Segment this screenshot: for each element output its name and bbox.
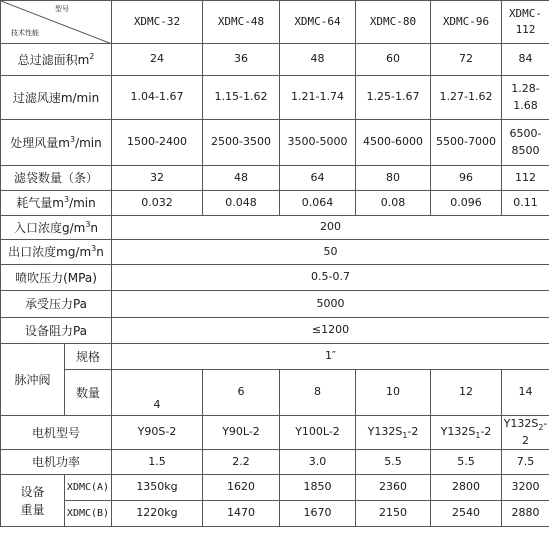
cell: $Y132S_1-2$ (356, 416, 431, 450)
cell: ≤1200 (112, 318, 549, 344)
cell: 48 (203, 166, 280, 191)
cell: 96 (431, 166, 502, 191)
cell: 1.04-1.67 (112, 76, 203, 120)
cell: 24 (112, 44, 203, 76)
header-row (1, 1, 549, 44)
cell: 112 (502, 166, 549, 191)
cell: 2880 (502, 501, 549, 527)
cell: 14 (502, 370, 549, 416)
row-label: 处理风量$m^3/\min$ (1, 120, 112, 166)
row-filter-area (1, 44, 549, 76)
cell: 6 (203, 370, 280, 416)
cell: 1850 (280, 475, 356, 501)
row-bearing-pressure (1, 291, 549, 318)
cell: 0.064 (280, 191, 356, 216)
cell: 1.5 (112, 450, 203, 475)
cell: 6500-8500 (502, 120, 549, 166)
row-label: 出口浓度$mg/m^3n$ (1, 240, 112, 265)
cell: Y90S-2 (112, 416, 203, 450)
row-label: 规格 (65, 344, 112, 370)
model-header: XDMC-32 (112, 1, 203, 44)
cell: $Y132S_1-2$ (431, 416, 502, 450)
cell: 200 (112, 216, 549, 240)
cell: 32 (112, 166, 203, 191)
cell: 64 (280, 166, 356, 191)
corner-model-label: 型号 (55, 5, 69, 13)
cell: 1350kg (112, 475, 203, 501)
cell: 1470 (203, 501, 280, 527)
row-motor-power (1, 450, 549, 475)
cell: $Y132S_2-2$ (502, 416, 549, 450)
cell: 1.25-1.67 (356, 76, 431, 120)
cell: 1220kg (112, 501, 203, 527)
cell: 1.15-1.62 (203, 76, 280, 120)
cell: Y100L-2 (280, 416, 356, 450)
row-label: 过滤风速m/min (1, 76, 112, 120)
row-label: 电机型号 (1, 416, 112, 450)
cell: 4 (112, 370, 203, 416)
cell: 60 (356, 44, 431, 76)
cell: 84 (502, 44, 549, 76)
cell: 1.27-1.62 (431, 76, 502, 120)
cell: 2150 (356, 501, 431, 527)
cell: 3500-5000 (280, 120, 356, 166)
cell: 48 (280, 44, 356, 76)
cell: 0.11 (502, 191, 549, 216)
row-weight-a (1, 475, 549, 501)
cell: 1″ (112, 344, 549, 370)
cell: 2360 (356, 475, 431, 501)
cell: 3200 (502, 475, 549, 501)
row-label: 电机功率 (1, 450, 112, 475)
row-filter-speed (1, 76, 549, 120)
row-valve-qty (1, 370, 549, 416)
cell: 50 (112, 240, 549, 265)
model-header: XDMC-96 (431, 1, 502, 44)
corner-cell (1, 1, 112, 44)
row-resistance (1, 318, 549, 344)
model-header: XDMC-112 (502, 1, 549, 44)
cell: 0.048 (203, 191, 280, 216)
row-label: XDMC(A) (65, 475, 112, 501)
weight-group-label: 设备 重量 (1, 475, 65, 527)
row-label: XDMC(B) (65, 501, 112, 527)
cell: 8 (280, 370, 356, 416)
valve-group-label: 脉冲阀 (1, 344, 65, 416)
cell: 2500-3500 (203, 120, 280, 166)
row-bag-count (1, 166, 549, 191)
cell: 1620 (203, 475, 280, 501)
row-label: 入口浓度$g/m^3n$ (1, 216, 112, 240)
row-gas-consumption (1, 191, 549, 216)
row-motor-model (1, 416, 549, 450)
row-label: 数量 (65, 370, 112, 416)
row-label: 滤袋数量（条） (1, 166, 112, 191)
cell: 36 (203, 44, 280, 76)
corner-performance-label: 技术性能 (11, 28, 39, 37)
row-inlet (1, 216, 549, 240)
cell: 5.5 (356, 450, 431, 475)
row-weight-b (1, 501, 549, 527)
cell: 2.2 (203, 450, 280, 475)
model-header: XDMC-48 (203, 1, 280, 44)
cell: 12 (431, 370, 502, 416)
cell: 3.0 (280, 450, 356, 475)
cell: 7.5 (502, 450, 549, 475)
row-valve-spec (1, 344, 549, 370)
model-header: XDMC-64 (280, 1, 356, 44)
cell: 72 (431, 44, 502, 76)
row-label: 设备阻力Pa (1, 318, 112, 344)
cell: 1.21-1.74 (280, 76, 356, 120)
cell: 5000 (112, 291, 549, 318)
row-airflow (1, 120, 549, 166)
row-blow-pressure (1, 265, 549, 291)
row-label: 总过滤面积$m^2$ (1, 44, 112, 76)
cell: 5500-7000 (431, 120, 502, 166)
row-label: 承受压力Pa (1, 291, 112, 318)
row-label: 喷吹压力(MPa) (1, 265, 112, 291)
cell: 80 (356, 166, 431, 191)
cell: 0.032 (112, 191, 203, 216)
cell: 1500-2400 (112, 120, 203, 166)
cell: 4500-6000 (356, 120, 431, 166)
row-label: 耗气量$m^3/\min$ (1, 191, 112, 216)
cell: 5.5 (431, 450, 502, 475)
cell: 2540 (431, 501, 502, 527)
cell: 2800 (431, 475, 502, 501)
model-header: XDMC-80 (356, 1, 431, 44)
row-outlet (1, 240, 549, 265)
cell: 1670 (280, 501, 356, 527)
cell: 0.5-0.7 (112, 265, 549, 291)
cell: 10 (356, 370, 431, 416)
cell: 1.28-1.68 (502, 76, 549, 120)
cell: Y90L-2 (203, 416, 280, 450)
cell: 0.096 (431, 191, 502, 216)
cell: 0.08 (356, 191, 431, 216)
